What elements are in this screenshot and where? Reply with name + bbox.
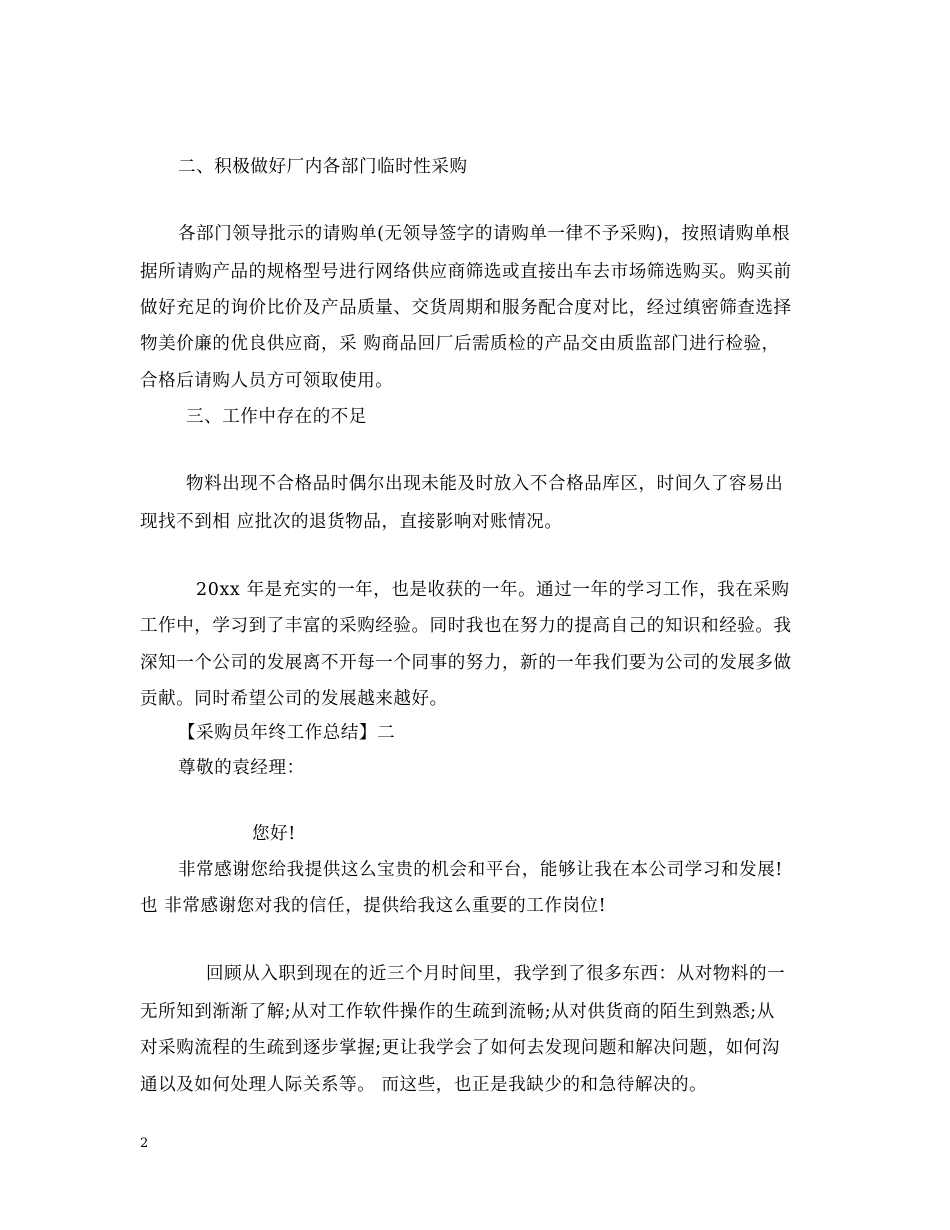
paragraph-line: 现找不到相 应批次的退货物品，直接影响对账情况。 bbox=[140, 512, 563, 532]
paragraph-line: 非常感谢您给我提供这么宝贵的机会和平台，能够让我在本公司学习和发展! bbox=[178, 860, 783, 880]
greeting: 您好! bbox=[252, 824, 296, 844]
page-number: 2 bbox=[140, 1136, 149, 1151]
salutation: 尊敬的袁经理： bbox=[178, 758, 305, 778]
paragraph-line: 无所知到渐渐了解;从对工作软件操作的生疏到流畅;从对供货商的陌生到熟悉;从 bbox=[140, 1002, 775, 1022]
paragraph-line: 工作中，学习到了丰富的采购经验。同时我也在努力的提高自己的知识和经验。我 bbox=[140, 616, 792, 636]
paragraph-line: 20xx 年是充实的一年，也是收获的一年。通过一年的学习工作，我在采购 bbox=[196, 580, 790, 600]
paragraph-line: 物美价廉的优良供应商，采 购商品回厂后需质检的产品交由质监部门进行检验， bbox=[140, 334, 780, 354]
paragraph-line: 深知一个公司的发展离不开每一个同事的努力，新的一年我们要为公司的发展多做 bbox=[140, 653, 792, 673]
section-title: 【采购员年终工作总结】二 bbox=[178, 723, 396, 743]
paragraph-line: 物料出现不合格品时偶尔出现未能及时放入不合格品库区，时间久了容易出 bbox=[186, 474, 784, 494]
paragraph-line: 各部门领导批示的请购单(无领导签字的请购单一律不予采购)，按照请购单根 bbox=[178, 224, 791, 244]
section-heading-shortcomings: 三、工作中存在的不足 bbox=[186, 407, 367, 427]
paragraph-line: 回顾从入职到现在的近三个月时间里，我学到了很多东西：从对物料的一 bbox=[206, 964, 786, 984]
paragraph-line: 贡献。同时希望公司的发展越来越好。 bbox=[140, 689, 448, 709]
paragraph-line: 通以及如何处理人际关系等。 而这些，也正是我缺少的和急待解决的。 bbox=[140, 1075, 708, 1095]
paragraph-line: 做好充足的询价比价及产品质量、交货周期和服务配合度对比，经过缜密筛查选择 bbox=[140, 298, 792, 318]
section-heading-procurement: 二、积极做好厂内各部门临时性采购 bbox=[178, 157, 468, 177]
paragraph-line: 据所请购产品的规格型号进行网络供应商筛选或直接出车去市场筛选购买。购买前 bbox=[140, 262, 792, 282]
paragraph-line: 合格后请购人员方可领取使用。 bbox=[140, 371, 394, 391]
paragraph-line: 也 非常感谢您对我的信任，提供给我这么重要的工作岗位! bbox=[140, 896, 607, 916]
paragraph-line: 对采购流程的生疏到逐步掌握;更让我学会了如何去发现问题和解决问题，如何沟 bbox=[140, 1038, 780, 1058]
